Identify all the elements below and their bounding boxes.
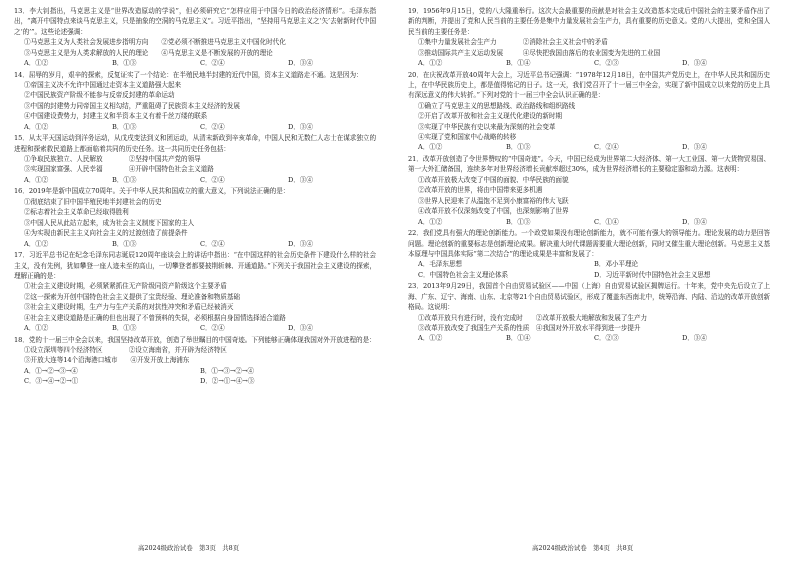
- answer-option: A．①②: [24, 122, 49, 131]
- answer-option: B．①④: [506, 59, 531, 68]
- statement-line: ①争取民族独立、人民解放 ②坚持中国共产党的领导: [24, 155, 201, 164]
- statement-line: ④实现了党和国家中心战略的转移: [418, 133, 517, 142]
- answer-option: D．习近平新时代中国特色社会主义思想: [594, 270, 711, 279]
- answer-option: D．③④: [288, 239, 313, 248]
- answer-option: C．②③: [594, 334, 619, 343]
- question-stem: 20．在庆祝改革开放40周年大会上，习近平总书记强调：“1978年12月18日，在中国共产党历史上，在中华人民共和国历史上，在中华民族历史上，都是值得铭记的日子。这一天，我们党召开了十一届三中全会，实现了新中国成立以来党的历史上具有深远意义的伟大转折。”下列对党的十一届三中全会认识正确的是：: [408, 70, 770, 100]
- question-stem: 18．党的十一届三中全会以来，我国坚持改革开放，创造了举世瞩目的中国奇迹。下列能够正确体现我国对外开放进程的是：: [14, 335, 376, 344]
- statement-line: ②开启了改革开放和社会主义现代化建设的新时期: [418, 112, 562, 121]
- answer-option: A．毛泽东思想: [418, 260, 462, 269]
- answer-option: C．中国特色社会主义理论体系: [418, 270, 509, 279]
- answer-option: A．①②: [24, 59, 49, 68]
- statement-line: ③改革开放改变了我国生产关系的性质 ④我国对外开放水平得到进一步提升: [418, 323, 641, 332]
- answer-option: D．③④: [682, 217, 707, 226]
- answer-option: B．①③: [112, 122, 137, 131]
- answer-option: C．②④: [594, 143, 619, 152]
- answer-option: C．②③: [594, 59, 619, 68]
- question-block: [14, 6, 376, 68]
- answer-option: B．①→③→②→④: [200, 366, 254, 375]
- answer-option: B．邓小平理论: [594, 260, 639, 269]
- answer-options: [14, 58, 376, 68]
- question-block: [14, 133, 376, 185]
- answer-option: A．①②: [418, 143, 443, 152]
- question-stem: 17．习近平总书记在纪念毛泽东同志诞辰120周年座谈会上的讲话中指出：“在中国这样的社会历史条件下建设什么样的社会主义，没有先例，犹如攀登一座人迹未至的高山，一切攀登者都要披荆斩棘、开通道路。”下列关于我国社会主义建设的探索，理解正确的是：: [14, 251, 376, 280]
- statement-line: ④改革开放不仅深刻改变了中国，也深刻影响了世界: [418, 207, 569, 216]
- statement-line: ③实现了中华民族有史以来最为深刻的社会变革: [418, 122, 556, 131]
- page-footer-left: 高2024级政治试卷 第3页 共8页: [138, 544, 240, 552]
- statement-line: ①设立深圳等四个经济特区 ②设立海南省，并开辟为经济特区: [24, 345, 227, 354]
- statement-line: ②这一探索为开创中国特色社会主义提供了宝贵经验、理论准备和物质基础: [24, 292, 240, 301]
- statement-line: ②改革开放的世界，将由中国带来更多机遇: [418, 186, 543, 195]
- right-column: [408, 6, 770, 538]
- question-block: [14, 335, 376, 387]
- answer-option: C．③→④→②→①: [24, 377, 79, 386]
- question-stem: 23．2013年9月29日，我国首个自由贸易试验区——中国（上海）自由贸易试验区揭牌运行。十年来，党中央先后设立了上海、广东、辽宁、海南、山东、北京等21个自由贸易试验区，形成了覆盖东西南北中，统筹沿海、内陆、沿边的改革开放创新格局。这说明：: [408, 282, 770, 312]
- statement-line: ①马克思主义为人类社会发展进步指明方向 ②党必须不断推进马克思主义中国化时代化: [24, 38, 286, 47]
- answer-option: A．①②: [418, 334, 443, 343]
- answer-option: C．②④: [200, 122, 225, 131]
- question-block: [408, 6, 770, 68]
- answer-option: A．①②: [24, 239, 49, 248]
- statement-line: ①确立了马克思主义的思想路线、政治路线和组织路线: [418, 101, 576, 110]
- question-stem: 15．从太平天国运动到洋务运动，从戊戌变法到义和团运动，从清末新政到辛亥革命，中国人民和无数仁人志士在谋求独立的进程和探索救民道路上都面临着共同的历史任务。这一共同历史任务包括：: [14, 134, 376, 153]
- answer-option: D．③④: [288, 59, 313, 68]
- question-stem: 19．1956年9月15日，党的八大隆重举行。这次大会最重要的贡献是对社会主义改造基本完成后中国社会的主要矛盾作出了新的判断，并提出了党和人民当前的主要任务是集中力量发展社会生产力，具有重要的历史意义。党的八大提出，党和全国人民当前的主要任务是：: [408, 7, 770, 36]
- statement-line: ③马克思主义是为人类求解放的人民的理论 ④马克思主义是不断发展的开放的理论: [24, 48, 273, 57]
- statement-line: ②中国民族资产阶级不能参与反帝反封建的革命运动: [24, 91, 175, 100]
- answer-option: C．②④: [200, 239, 225, 248]
- question-block: [14, 186, 376, 248]
- answer-options: [14, 175, 376, 185]
- answer-option: A．①②: [418, 217, 443, 226]
- answer-option: D．③④: [288, 175, 313, 184]
- answer-option: B．①④: [506, 334, 531, 343]
- statement-line: ①帝国主义决不允许中国通过走资本主义道路强大起来: [24, 81, 182, 90]
- answer-options: [14, 239, 376, 249]
- question-stem: 21．改革开放创造了令世界赞叹的“中国奇迹”。今天，中国已经成为世界第二大经济体、第一大工业国、第一大货物贸易国、第一大外汇储备国，连续多年对世界经济增长贡献率超过30%，成为世界经济增长的主要稳定器和动力源。这表明：: [408, 155, 770, 174]
- statement-line: ①集中力量发展社会生产力 ②消除社会主义社会中的矛盾: [418, 38, 608, 47]
- answer-option: A．①②: [418, 59, 443, 68]
- answer-options: [408, 333, 770, 343]
- answer-option: D．③④: [288, 122, 313, 131]
- answer-option: B．①③: [112, 323, 137, 332]
- statement-line: ③实现国家富强、人民幸福 ④开辟中国特色社会主义道路: [24, 165, 214, 174]
- statement-line: ①改革开放极大改变了中国的面貌、中华民族的面貌: [418, 175, 569, 184]
- answer-options: [14, 366, 376, 387]
- answer-option: D．②→①→④→③: [200, 377, 255, 386]
- answer-options: [408, 259, 770, 280]
- question-block: [14, 250, 376, 333]
- statement-line: ①彻底结束了旧中国半殖民地半封建社会的历史: [24, 197, 162, 206]
- page-footer-right: 高2024级政治试卷 第4页 共8页: [532, 544, 634, 552]
- question-block: [14, 70, 376, 132]
- left-column: [14, 6, 376, 538]
- statement-line: ④中国建设费势力，封建主义和半资本主义有着千丝万缕的联系: [24, 112, 208, 121]
- answer-option: B．①③: [112, 175, 137, 184]
- statement-line: ③中国的封建势力同帝国主义相勾结，严重阻碍了民族资本主义经济的发展: [24, 101, 240, 110]
- statement-line: ①改革开放只有进行时，没有完成时 ②改革开放极大地解放和发展了生产力: [418, 313, 648, 322]
- answer-options: [408, 142, 770, 152]
- answer-option: D．③④: [682, 334, 707, 343]
- answer-option: C．②④: [200, 59, 225, 68]
- statement-line: ④为实现由新民主主义向社会主义的过渡创造了前提条件: [24, 229, 188, 238]
- question-stem: 16．2019年是新中国成立70周年。关于中华人民共和国成立的重大意义，下列说法正确的是：: [14, 187, 290, 196]
- answer-options: [408, 217, 770, 227]
- statement-line: ③社会主义建设时期，生产力与生产关系的对抗性冲突和矛盾已经被消灭: [24, 303, 234, 312]
- question-block: [408, 228, 770, 280]
- statement-line: ③开放大连等14个沿海港口城市 ④开发开放上海浦东: [24, 356, 190, 365]
- statement-line: ①社会主义建设时期，必须紧紧抓住无产阶级同资产阶级这个主要矛盾: [24, 282, 227, 291]
- question-block: [408, 70, 770, 153]
- statement-line: ③世界人民迎来了从温饱不足到小康富裕的伟大飞跃: [418, 196, 569, 205]
- answer-option: A．①→②→③→④: [24, 366, 78, 375]
- question-stem: 13．李大钊指出，马克思主义是“世界改造原动的学说”，但必须研究它“怎样应用于中国今日的政治经济情形”。毛泽东指出，“离开中国特点来谈马克思主义，只是抽象的空洞的马克思主义”。习近平指出，“坚持用马克思主义之‘矢’去射新时代中国之‘的’”。这些论述强调：: [14, 7, 376, 36]
- statement-line: ④社会主义建设道路是正确的但也出现了不曾预料的失误，必须根据自身国情选择适合道路: [24, 313, 286, 322]
- answer-options: [14, 323, 376, 333]
- question-stem: 22．我们党具有强大的理论创新能力。一个政党如果没有理论创新能力，就不可能有强大的领导能力。理论发展的动力是回答问题。理论创新的重要标志是创新理论成果。解决重大时代课题需要重大理论创新，同时又催生重大理论创新。马克思主义基本原理与中国具体实际“第二次结合”的理论成果是丰富和发展了：: [408, 229, 770, 258]
- answer-option: A．①②: [24, 175, 49, 184]
- question-block: [408, 281, 770, 343]
- answer-option: D．③④: [288, 323, 313, 332]
- answer-options: [408, 58, 770, 68]
- answer-option: B．①③: [112, 239, 137, 248]
- question-block: [408, 154, 770, 227]
- question-stem: 14．屈辱的岁月，艰辛的探索，反复证实了一个结论：在半殖民地半封建的近代中国，资本主义道路走不通。这是因为：: [14, 70, 363, 79]
- answer-option: D．③④: [682, 59, 707, 68]
- statement-line: ②标志着社会主义革命已经取得胜利: [24, 208, 129, 217]
- answer-option: C．②④: [200, 323, 225, 332]
- answer-option: B．①③: [112, 59, 137, 68]
- answer-options: [14, 122, 376, 132]
- answer-option: C．②④: [200, 175, 225, 184]
- answer-option: D．③④: [682, 143, 707, 152]
- answer-option: A．①②: [24, 323, 49, 332]
- answer-option: B．①③: [506, 143, 531, 152]
- statement-line: ③推动国际共产主义运动发展 ④尽快把我国由落后的农业国变为先进的工业国: [418, 48, 661, 57]
- answer-option: C．①④: [594, 217, 619, 226]
- answer-option: B．①③: [506, 217, 531, 226]
- statement-line: ③中国人民从此站立起来，成为社会主义制度下国家的主人: [24, 218, 195, 227]
